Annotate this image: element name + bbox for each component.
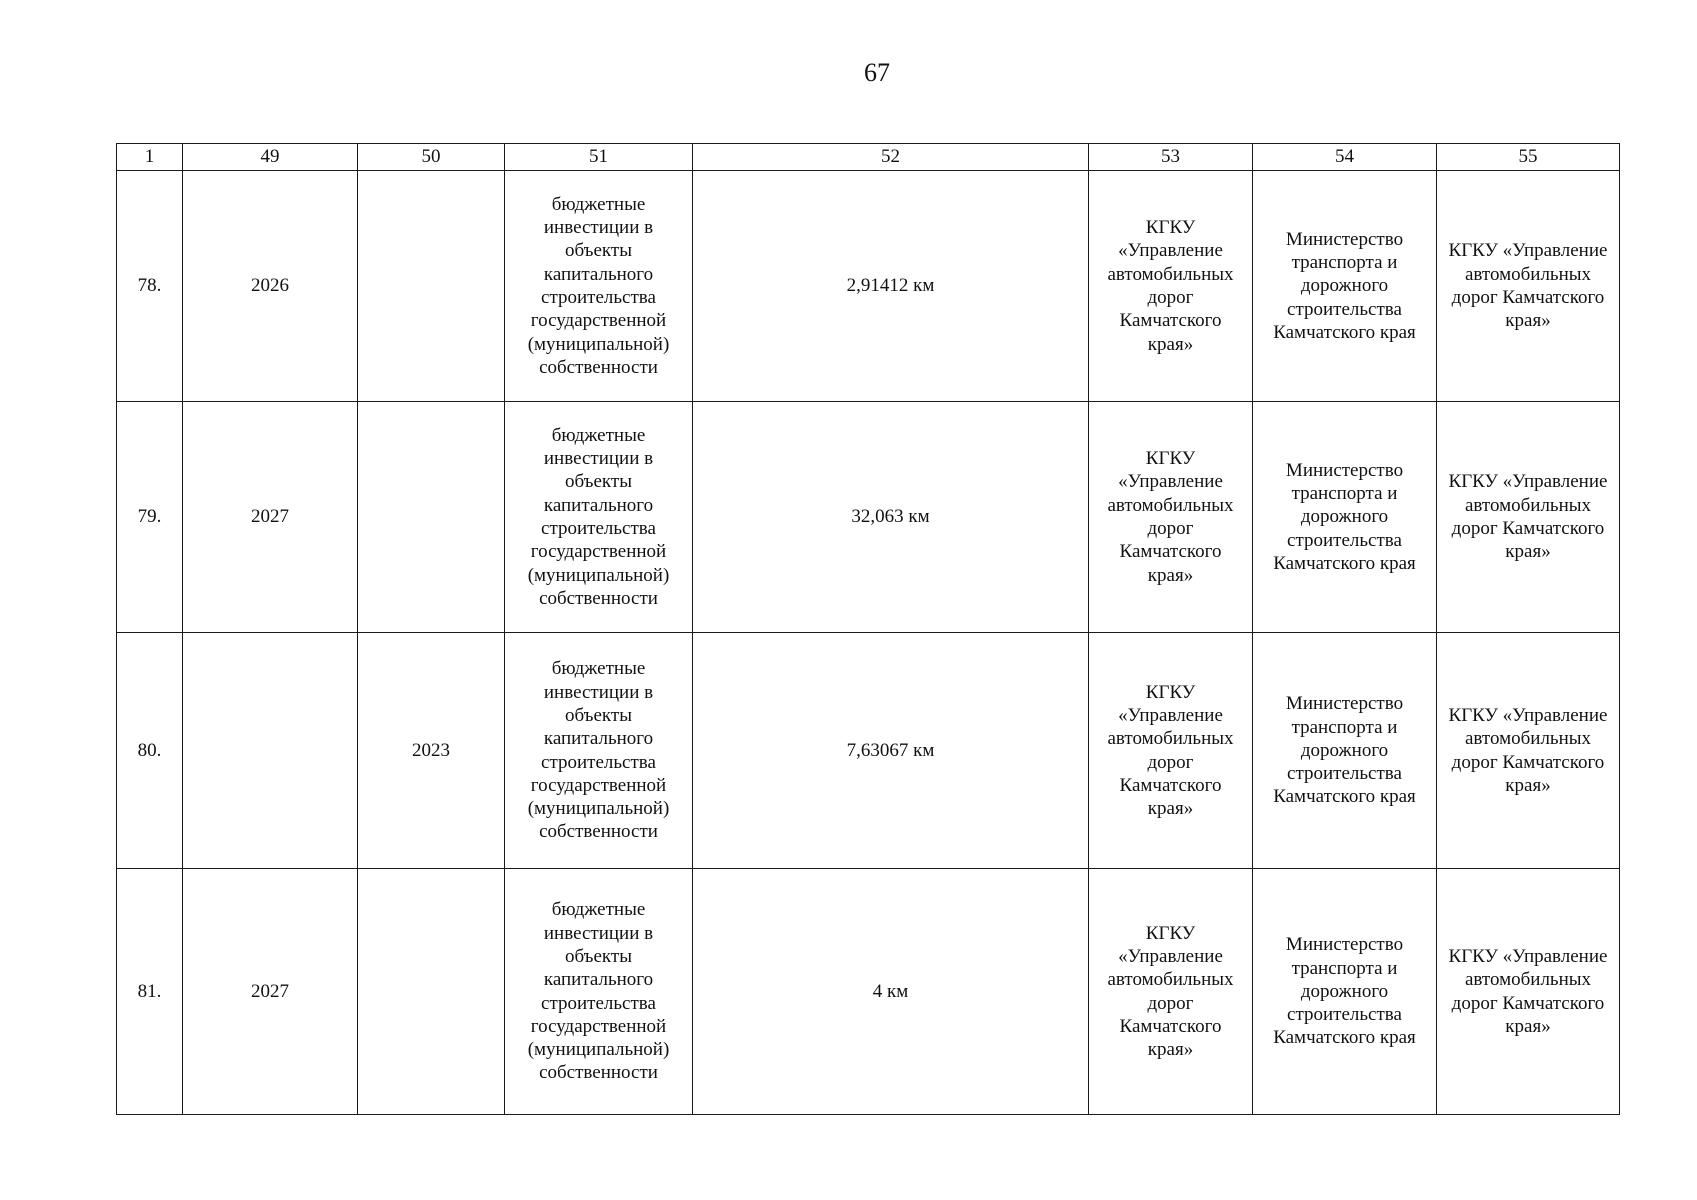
cell-ministry: Министерство транспорта и дорожного строительства Камчатского края xyxy=(1253,869,1437,1115)
cell-investment-type: бюджетные инвестиции в объекты капитального строительства государственной (муниципальной) собственности xyxy=(505,869,693,1115)
column-header: 50 xyxy=(358,144,505,171)
cell-ministry: Министерство транспорта и дорожного строительства Камчатского края xyxy=(1253,633,1437,869)
cell-investment-type: бюджетные инвестиции в объекты капитального строительства государственной (муниципальной) собственности xyxy=(505,402,693,633)
row-number: 78. xyxy=(117,171,183,402)
column-header: 55 xyxy=(1437,144,1620,171)
row-number: 79. xyxy=(117,402,183,633)
column-header: 51 xyxy=(505,144,693,171)
cell-year-49: 2027 xyxy=(183,869,358,1115)
cell-length: 7,63067 км xyxy=(693,633,1089,869)
table-row xyxy=(117,869,1620,1115)
cell-customer: КГКУ «Управление автомобильных дорог Камчатского края» xyxy=(1437,171,1620,402)
cell-year-50 xyxy=(358,402,505,633)
cell-customer: КГКУ «Управление автомобильных дорог Камчатского края» xyxy=(1437,869,1620,1115)
column-header: 53 xyxy=(1089,144,1253,171)
cell-organization: КГКУ «Управление автомобильных дорог Камчатского края» xyxy=(1089,633,1253,869)
page-number: 67 xyxy=(864,58,890,87)
column-header: 1 xyxy=(117,144,183,171)
column-header: 52 xyxy=(693,144,1089,171)
cell-length: 2,91412 км xyxy=(693,171,1089,402)
cell-year-49 xyxy=(183,633,358,869)
cell-length: 32,063 км xyxy=(693,402,1089,633)
column-header: 54 xyxy=(1253,144,1437,171)
column-header: 49 xyxy=(183,144,358,171)
cell-ministry: Министерство транспорта и дорожного строительства Камчатского края xyxy=(1253,171,1437,402)
table-row xyxy=(117,633,1620,869)
cell-ministry: Министерство транспорта и дорожного строительства Камчатского края xyxy=(1253,402,1437,633)
table-row xyxy=(117,402,1620,633)
cell-customer: КГКУ «Управление автомобильных дорог Камчатского края» xyxy=(1437,633,1620,869)
cell-customer: КГКУ «Управление автомобильных дорог Камчатского края» xyxy=(1437,402,1620,633)
cell-investment-type: бюджетные инвестиции в объекты капитального строительства государственной (муниципальной) собственности xyxy=(505,171,693,402)
table-row xyxy=(117,171,1620,402)
cell-year-50 xyxy=(358,869,505,1115)
cell-year-49: 2026 xyxy=(183,171,358,402)
cell-year-50: 2023 xyxy=(358,633,505,869)
row-number: 80. xyxy=(117,633,183,869)
header-row xyxy=(117,144,1620,171)
cell-organization: КГКУ «Управление автомобильных дорог Камчатского края» xyxy=(1089,171,1253,402)
cell-length: 4 км xyxy=(693,869,1089,1115)
row-number: 81. xyxy=(117,869,183,1115)
cell-organization: КГКУ «Управление автомобильных дорог Камчатского края» xyxy=(1089,869,1253,1115)
cell-organization: КГКУ «Управление автомобильных дорог Камчатского края» xyxy=(1089,402,1253,633)
cell-year-50 xyxy=(358,171,505,402)
cell-investment-type: бюджетные инвестиции в объекты капитального строительства государственной (муниципальной) собственности xyxy=(505,633,693,869)
data-table xyxy=(116,143,1620,1115)
cell-year-49: 2027 xyxy=(183,402,358,633)
